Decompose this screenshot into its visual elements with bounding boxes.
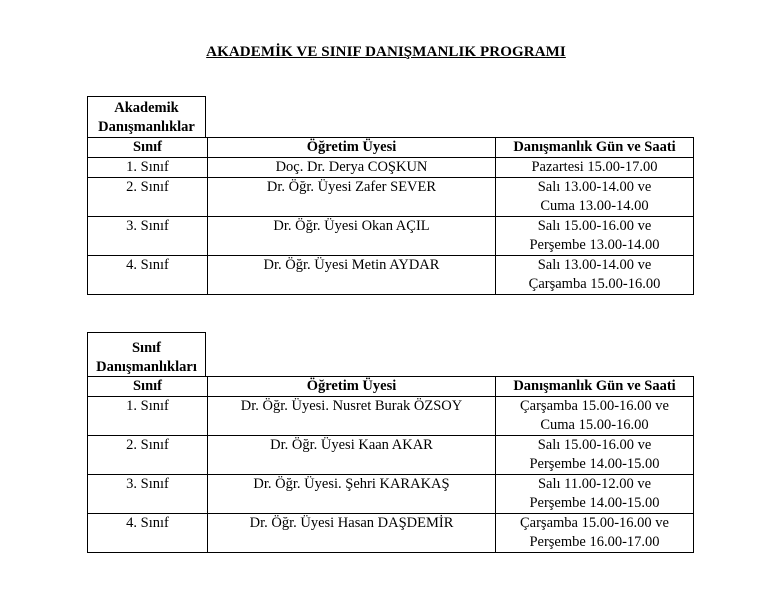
table-row: [88, 514, 694, 553]
time-line: Salı 15.00-16.00 ve: [537, 437, 652, 453]
time-line: Çarşamba 15.00-16.00 ve: [520, 398, 669, 414]
column-header-time: Danışmanlık Gün ve Saati: [496, 377, 694, 397]
class-advising-table: [87, 376, 694, 553]
class-cell: 1. Sınıf: [88, 397, 208, 436]
time-line: Perşembe 16.00-17.00: [529, 534, 660, 550]
table-header-row: [88, 138, 694, 158]
column-header-class: Sınıf: [88, 138, 208, 158]
time-cell: [496, 397, 694, 436]
time-line: Perşembe 14.00-15.00: [529, 456, 660, 472]
class-label-line1: Sınıf: [131, 340, 161, 356]
class-cell: 3. Sınıf: [88, 217, 208, 256]
lecturer-cell: Dr. Öğr. Üyesi Okan AÇIL: [208, 217, 496, 256]
column-header-time: Danışmanlık Gün ve Saati: [496, 138, 694, 158]
table-header-row: [88, 377, 694, 397]
time-cell: [496, 217, 694, 256]
time-line: Cuma 13.00-14.00: [540, 198, 649, 214]
class-section-label: [87, 332, 206, 376]
time-line: Perşembe 13.00-14.00: [529, 237, 660, 253]
time-cell: [496, 514, 694, 553]
time-line: Salı 11.00-12.00 ve: [537, 476, 652, 492]
lecturer-cell: Dr. Öğr. Üyesi Kaan AKAR: [208, 436, 496, 475]
lecturer-cell: Dr. Öğr. Üyesi Hasan DAŞDEMİR: [208, 514, 496, 553]
time-line: Salı 13.00-14.00 ve: [537, 179, 652, 195]
time-line: Salı 13.00-14.00 ve: [537, 257, 652, 273]
lecturer-cell: Dr. Öğr. Üyesi Zafer SEVER: [208, 178, 496, 217]
time-cell: [496, 178, 694, 217]
time-cell: [496, 475, 694, 514]
column-header-class: Sınıf: [88, 377, 208, 397]
time-line: Çarşamba 15.00-16.00 ve: [520, 515, 669, 531]
class-label-line2: Danışmanlıkları: [96, 359, 197, 375]
page-title: AKADEMİK VE SINIF DANIŞMANLIK PROGRAMI: [206, 44, 566, 60]
lecturer-cell: Dr. Öğr. Üyesi. Nusret Burak ÖZSOY: [208, 397, 496, 436]
table-row: [88, 158, 694, 178]
time-cell: [496, 158, 694, 178]
academic-label-line2: Danışmanlıklar: [98, 119, 195, 135]
class-cell: 2. Sınıf: [88, 436, 208, 475]
table-row: [88, 217, 694, 256]
time-line: Salı 15.00-16.00 ve: [537, 218, 652, 234]
class-cell: 4. Sınıf: [88, 514, 208, 553]
time-cell: [496, 436, 694, 475]
academic-section-label: [87, 96, 206, 137]
table-row: [88, 178, 694, 217]
class-cell: 4. Sınıf: [88, 256, 208, 295]
lecturer-cell: Dr. Öğr. Üyesi. Şehri KARAKAŞ: [208, 475, 496, 514]
class-cell: 2. Sınıf: [88, 178, 208, 217]
time-line: Pazartesi 15.00-17.00: [531, 159, 658, 175]
time-line: Perşembe 14.00-15.00: [529, 495, 660, 511]
table-row: [88, 256, 694, 295]
time-line: Cuma 15.00-16.00: [540, 417, 649, 433]
class-cell: 1. Sınıf: [88, 158, 208, 178]
time-cell: [496, 256, 694, 295]
academic-advising-table: [87, 137, 694, 295]
lecturer-cell: Doç. Dr. Derya COŞKUN: [208, 158, 496, 178]
class-cell: 3. Sınıf: [88, 475, 208, 514]
time-line: Çarşamba 15.00-16.00: [528, 276, 661, 292]
table-row: [88, 397, 694, 436]
academic-label-line1: Akademik: [114, 100, 179, 116]
column-header-lecturer: Öğretim Üyesi: [208, 377, 496, 397]
column-header-lecturer: Öğretim Üyesi: [208, 138, 496, 158]
lecturer-cell: Dr. Öğr. Üyesi Metin AYDAR: [208, 256, 496, 295]
table-row: [88, 475, 694, 514]
table-row: [88, 436, 694, 475]
